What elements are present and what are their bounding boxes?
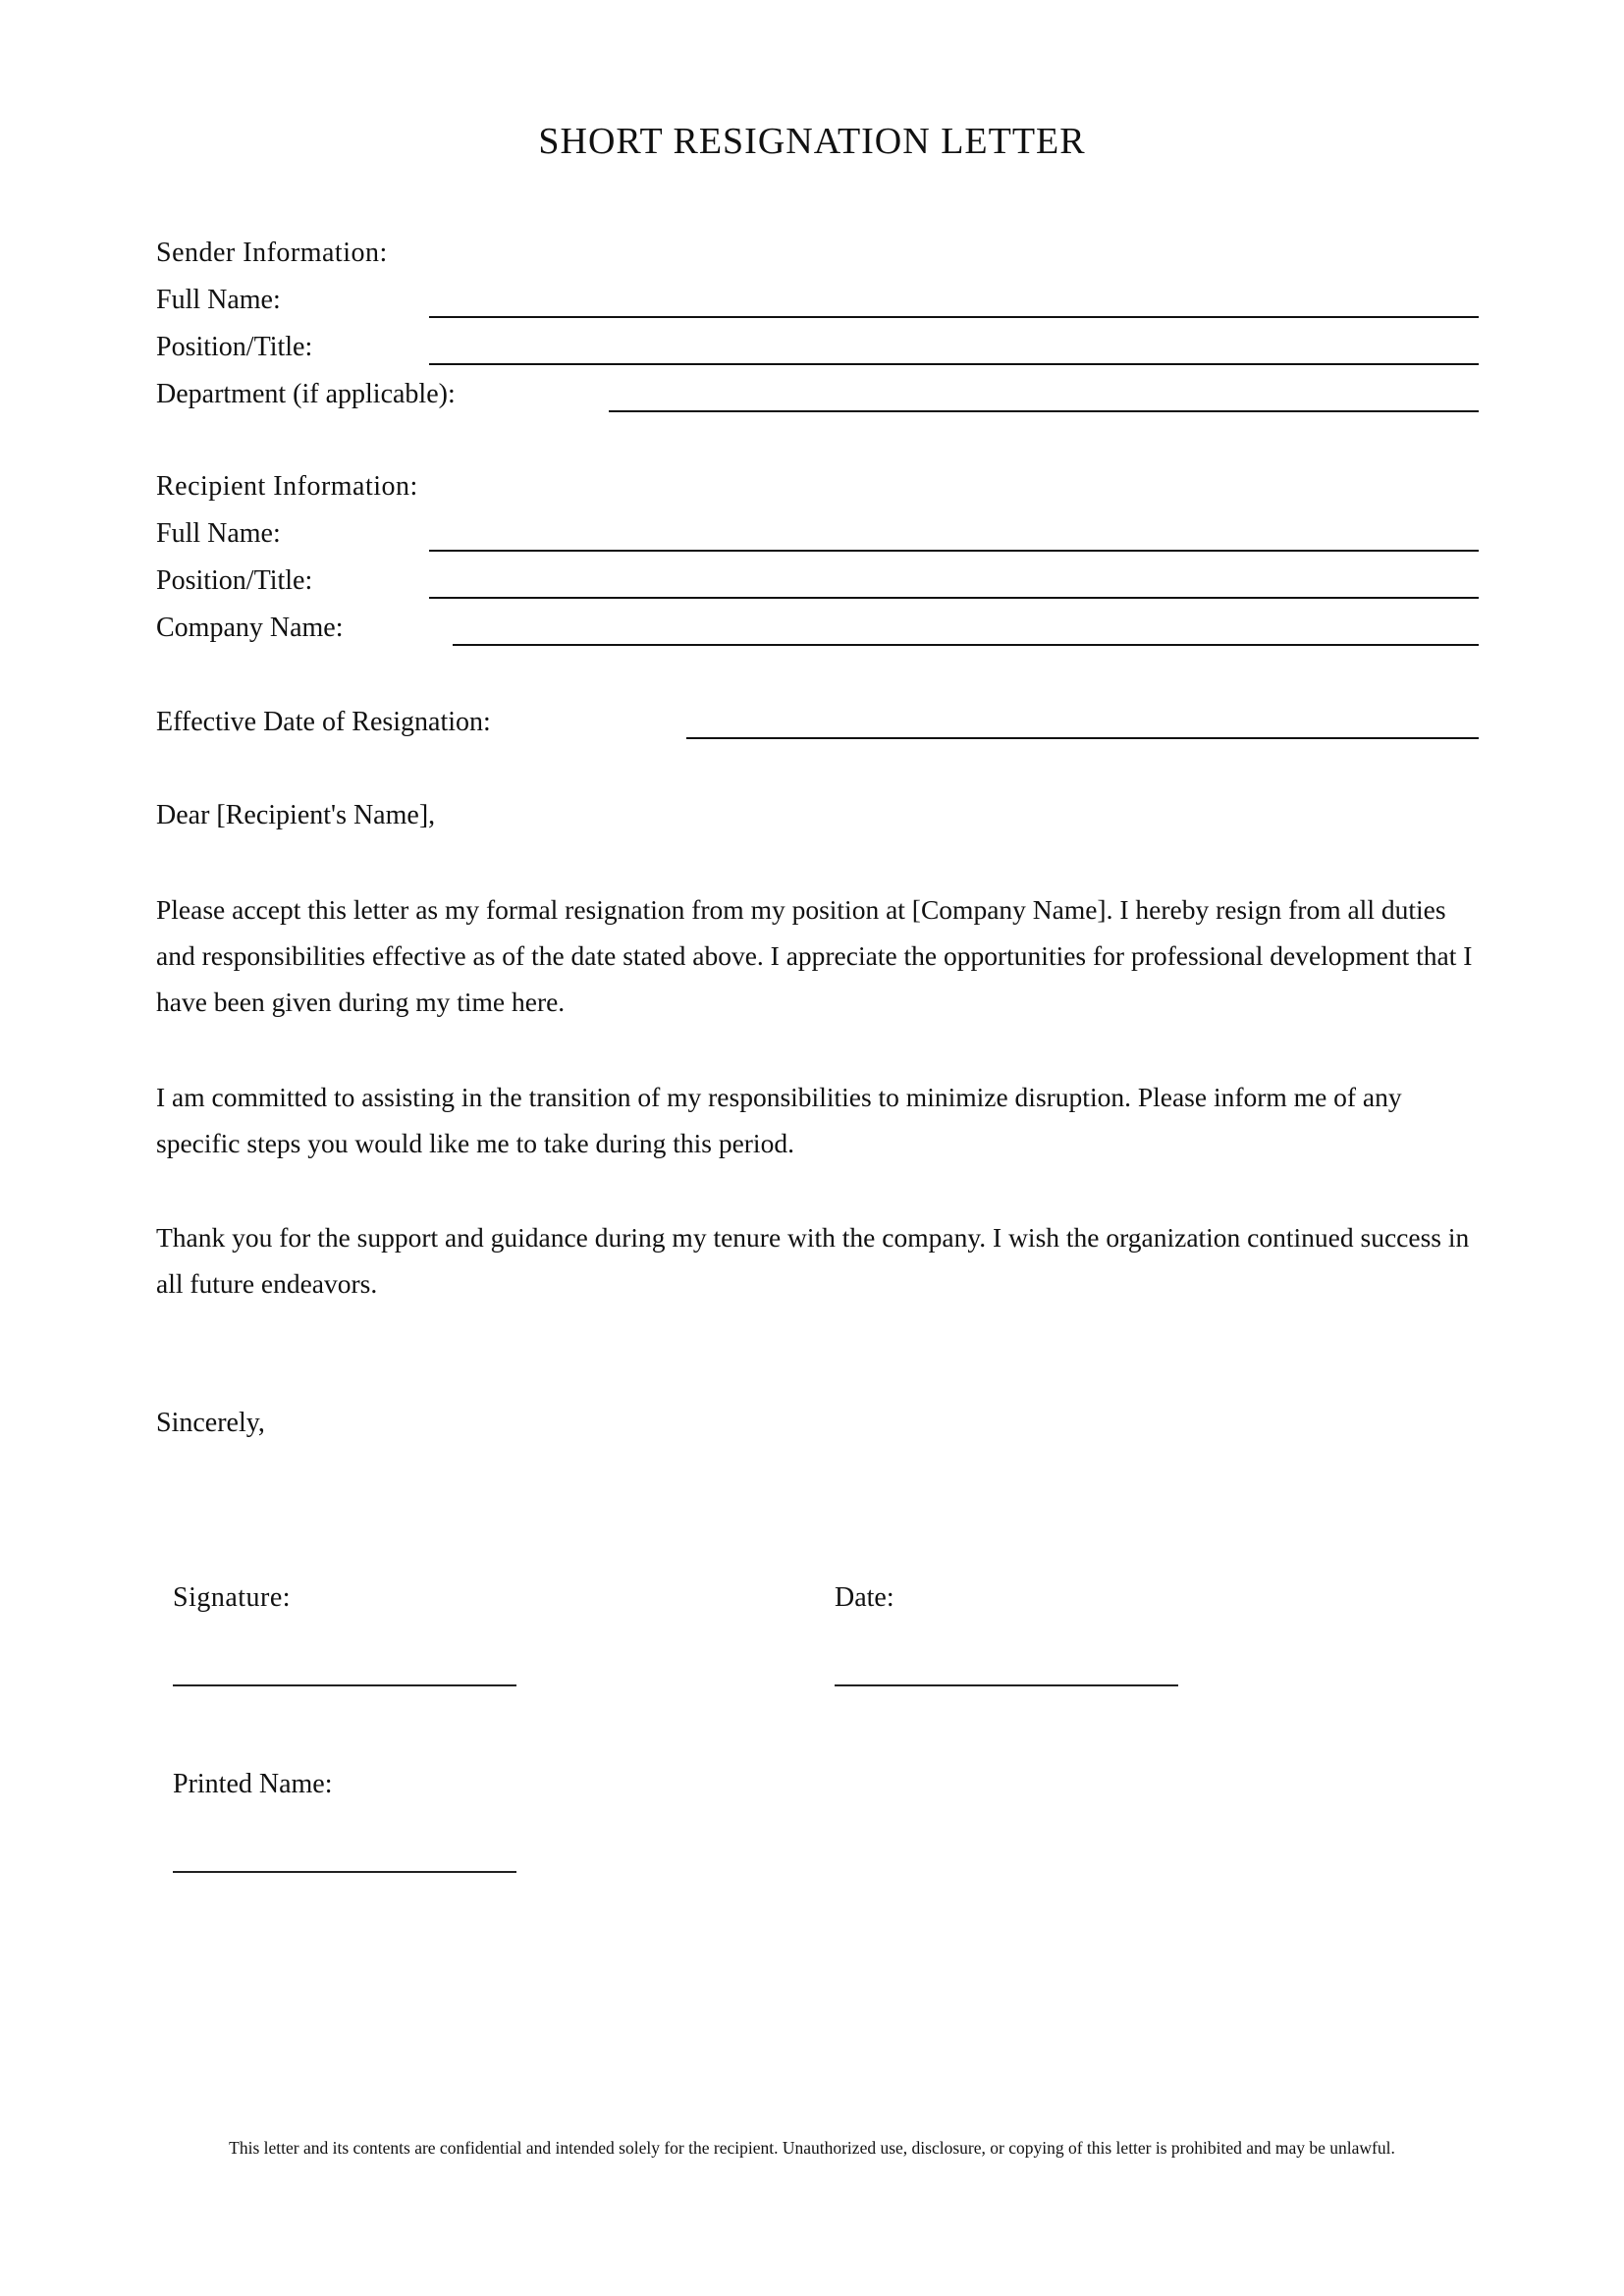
sender-position-label: Position/Title: (156, 332, 313, 362)
signature-field[interactable] (173, 1684, 516, 1686)
date-field[interactable] (835, 1684, 1178, 1686)
body-paragraph-1: Please accept this letter as my formal resignation from my position at [Company Name]. I hereby resign from all duties and responsibilities effective as of the date stated above. I appreciate the opportunities for professional development that I have been given during my time here. (156, 894, 1473, 1017)
confidentiality-footer: This letter and its contents are confidential and intended solely for the recipient. Unauthorized use, disclosure, or copying of this letter is prohibited and may be unlawful. (229, 2138, 1395, 2158)
recipient-position-field[interactable] (429, 597, 1479, 599)
closing: Sincerely, (156, 1408, 265, 1438)
recipient-full-name-label: Full Name: (156, 518, 281, 549)
recipient-position-label: Position/Title: (156, 565, 313, 596)
signature-label: Signature: (173, 1582, 292, 1613)
printed-name-label: Printed Name: (173, 1769, 333, 1799)
sender-position-field[interactable] (429, 363, 1479, 365)
page-title: SHORT RESIGNATION LETTER (538, 121, 1086, 162)
recipient-company-field[interactable] (453, 644, 1479, 646)
sender-full-name-field[interactable] (429, 316, 1479, 318)
date-label: Date: (835, 1582, 894, 1613)
sender-department-field[interactable] (609, 410, 1479, 412)
body-paragraph-3: Thank you for the support and guidance during my tenure with the company. I wish the organization continued success in all future endeavors. (156, 1222, 1470, 1299)
effective-date-label: Effective Date of Resignation: (156, 707, 491, 737)
recipient-heading: Recipient Information: (156, 471, 418, 502)
printed-name-field[interactable] (173, 1871, 516, 1873)
recipient-company-label: Company Name: (156, 613, 344, 643)
sender-full-name-label: Full Name: (156, 285, 281, 315)
effective-date-field[interactable] (686, 737, 1479, 739)
body-paragraph-2: I am committed to assisting in the transition of my responsibilities to minimize disruption. Please inform me of any specific steps you would like me to take during this period. (156, 1082, 1402, 1158)
sender-department-label: Department (if applicable): (156, 379, 456, 409)
sender-heading: Sender Information: (156, 238, 388, 268)
salutation: Dear [Recipient's Name], (156, 800, 436, 830)
recipient-full-name-field[interactable] (429, 550, 1479, 552)
